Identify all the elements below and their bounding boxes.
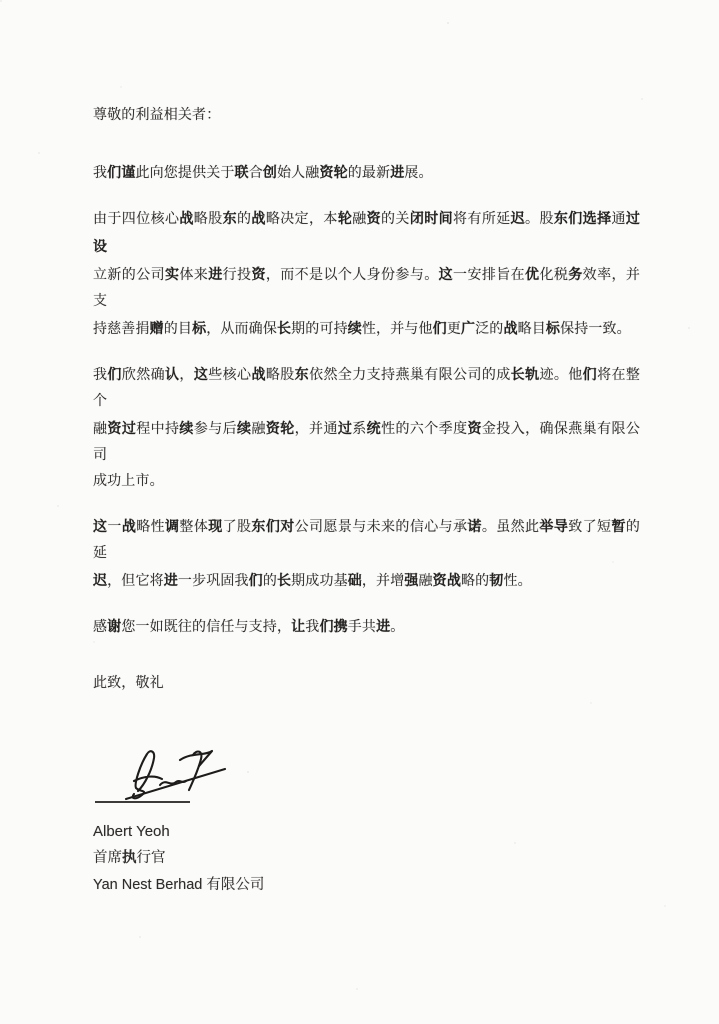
handwritten-signature — [121, 743, 233, 801]
paragraph-2: 由于四位核心战略股东的战略决定，本轮融资的关闭时间将有所延迟。股东们选择通过设 立新的公司实体来进行投资，而不是以个人身份参与。这一安排旨在优化税务效率，并支 持慈善捐赠的目标，从而确保长期的可持续性，并与他们更广泛的战略目标保持一致。 — [93, 210, 641, 337]
signature-block — [93, 818, 641, 899]
scan-noise-speckles — [0, 0, 2, 2]
signature-line — [95, 801, 190, 803]
signatory-company: Yan Nest Berhad 有限公司 — [93, 877, 265, 893]
paragraph-1: 我们谨此向您提供关于联合创始人融资轮的最新进展。 — [93, 164, 433, 181]
signature-area — [93, 743, 641, 803]
paragraph-4: 这一战略性调整体现了股东们对公司愿景与未来的信心与承诺。虽然此举导致了短暂的延 迟，但它将进一步巩固我们的长期成功基础，并增强融资战略的韧性。 — [93, 518, 640, 589]
paragraph-5: 感谢您一如既往的信任与支持，让我们携手共进。 — [93, 618, 405, 635]
signatory-title: 首席执行官 — [93, 850, 166, 866]
signatory-name: Albert Yeoh — [93, 823, 170, 840]
salutation: 尊敬的利益相关者： — [93, 108, 221, 123]
paragraph-3: 我们欣然确认，这些核心战略股东依然全力支持燕巢有限公司的成长轨迹。他们将在整个 融资过程中持续参与后续融资轮，并通过系统性的六个季度资金投入，确保燕巢有限公司 成功上市。 — [93, 366, 641, 489]
closing-salute: 此致，敬礼 — [93, 676, 164, 691]
